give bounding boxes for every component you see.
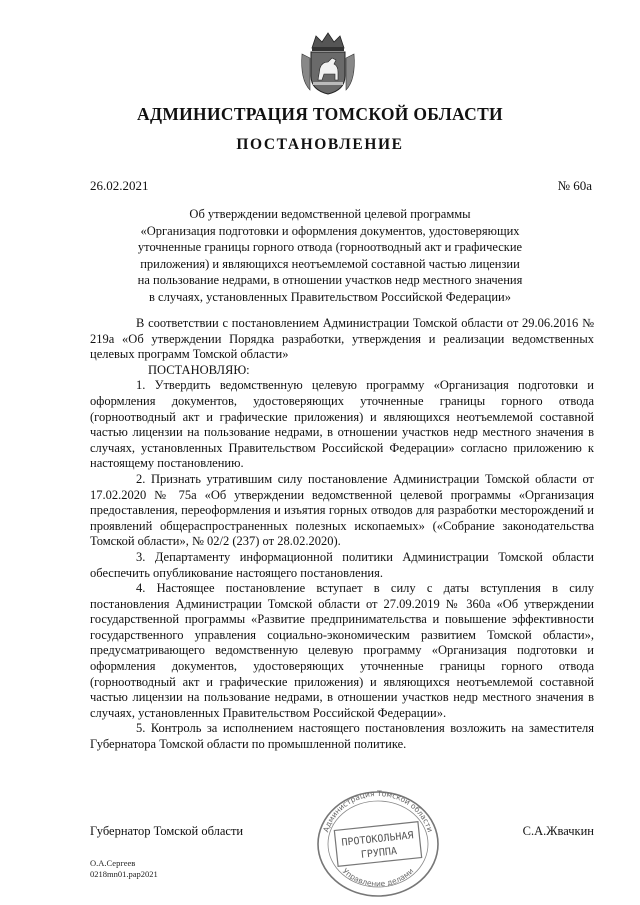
executor-info	[90, 858, 158, 880]
preamble-paragraph: В соответствии с постановлением Администрации Томской области от 29.06.2016 № 219а «Об утверждении Порядка разработки, утверждения и реализации ведомственных целевых программ Томской области»	[90, 316, 594, 362]
subject-line: на пользование недрами, в отношении участков недр местного значения	[137, 273, 523, 287]
item-paragraph-2: 2. Признать утратившим силу постановление Администрации Томской области от 17.02.2020 № 75а «Об утверждении ведомственной целевой программы «Организация предоставления, переоформления и изъятия горных отводов для разработки месторождений и проявлений общераспространенных полезных ископаемых» («Собрание законодательства Томской области», № 02/2 (237) от 28.02.2020).	[90, 471, 594, 549]
document-type: ПОСТАНОВЛЕНИЕ	[236, 136, 404, 153]
item-paragraph-1: 1. Утвердить ведомственную целевую программу «Организация подготовки и оформления документов, удостоверяющих уточненные границы горного отвода (горноотводный акт и графические приложения) и являющихся неотъемлемой составной частью лицензии на пользование недрами, в отношении участков недр местного значения в случаях, установленных Правительством Российской Федерации» согласно приложению к настоящему постановлению.	[90, 378, 594, 471]
subject-line: уточненные границы горного отвода (горноотводный акт и графические	[137, 240, 523, 254]
svg-text:Администрация Томской области	[321, 789, 435, 833]
executor-name: О.А.Сергеев	[90, 858, 136, 868]
subject-line: в случаях, установленных Правительством Российской Федерации»	[149, 289, 511, 304]
item-paragraph-3: 3. Департаменту информационной политики Администрации Томской области обеспечить опубликование настоящего постановления.	[90, 549, 594, 580]
item-paragraph-5: 5. Контроль за исполнением настоящего постановления возложить на заместителя Губернатора Томской области по промышленной политике.	[90, 721, 594, 752]
document-number: № 60а	[557, 178, 592, 193]
executor-file: 0218mn01.pap2021	[90, 869, 158, 879]
stamp-inner-line-2: ГРУППА	[360, 846, 398, 861]
decree-word: ПОСТАНОВЛЯЮ:	[148, 362, 250, 377]
item-paragraph-4: 4. Настоящее постановление вступает в силу с даты вступления в силу постановления Администрации Томской области от 27.09.2019 № 360а «Об утверждении государственной программы «Развитие предпринимательства и повышение эффективности государственного управления социально-экономическим развитием Томской области», предусматривающего ведомственную целевую программу «Организация подготовки и оформления документов, удостоверяющих уточненные границы горного отвода (горноотводный акт и графические приложения) и являющихся неотъемлемой составной частью лицензии на пользование недрами, в отношении участков недр местного значения в случаях, установленных Правительством Российской Федерации».	[90, 581, 594, 720]
document-subject	[120, 206, 540, 305]
svg-text:Управление делами	[341, 866, 416, 888]
document-body	[90, 316, 594, 753]
signatory-name: С.А.Жвачкин	[522, 824, 594, 838]
stamp-outer-text-bottom: Управление делами	[340, 866, 416, 889]
document-date: 26.02.2021	[90, 178, 149, 193]
subject-line: «Организация подготовки и оформления документов, удостоверяющих	[140, 223, 520, 238]
tomsk-coat-of-arms-icon	[298, 30, 358, 96]
stamp-inner-line-1: ПРОТОКОЛЬНАЯ	[341, 830, 415, 849]
protocol-group-stamp	[312, 786, 444, 898]
organization-name: АДМИНИСТРАЦИЯ ТОМСКОЙ ОБЛАСТИ	[137, 104, 503, 124]
stamp-outer-text-top: Администрация Томской области	[321, 788, 435, 834]
subject-line: приложения) и являющихся неотъемлемой составной частью лицензии	[140, 256, 520, 271]
subject-line: Об утверждении ведомственной целевой программы	[189, 207, 471, 221]
signatory-position: Губернатор Томской области	[90, 824, 244, 838]
